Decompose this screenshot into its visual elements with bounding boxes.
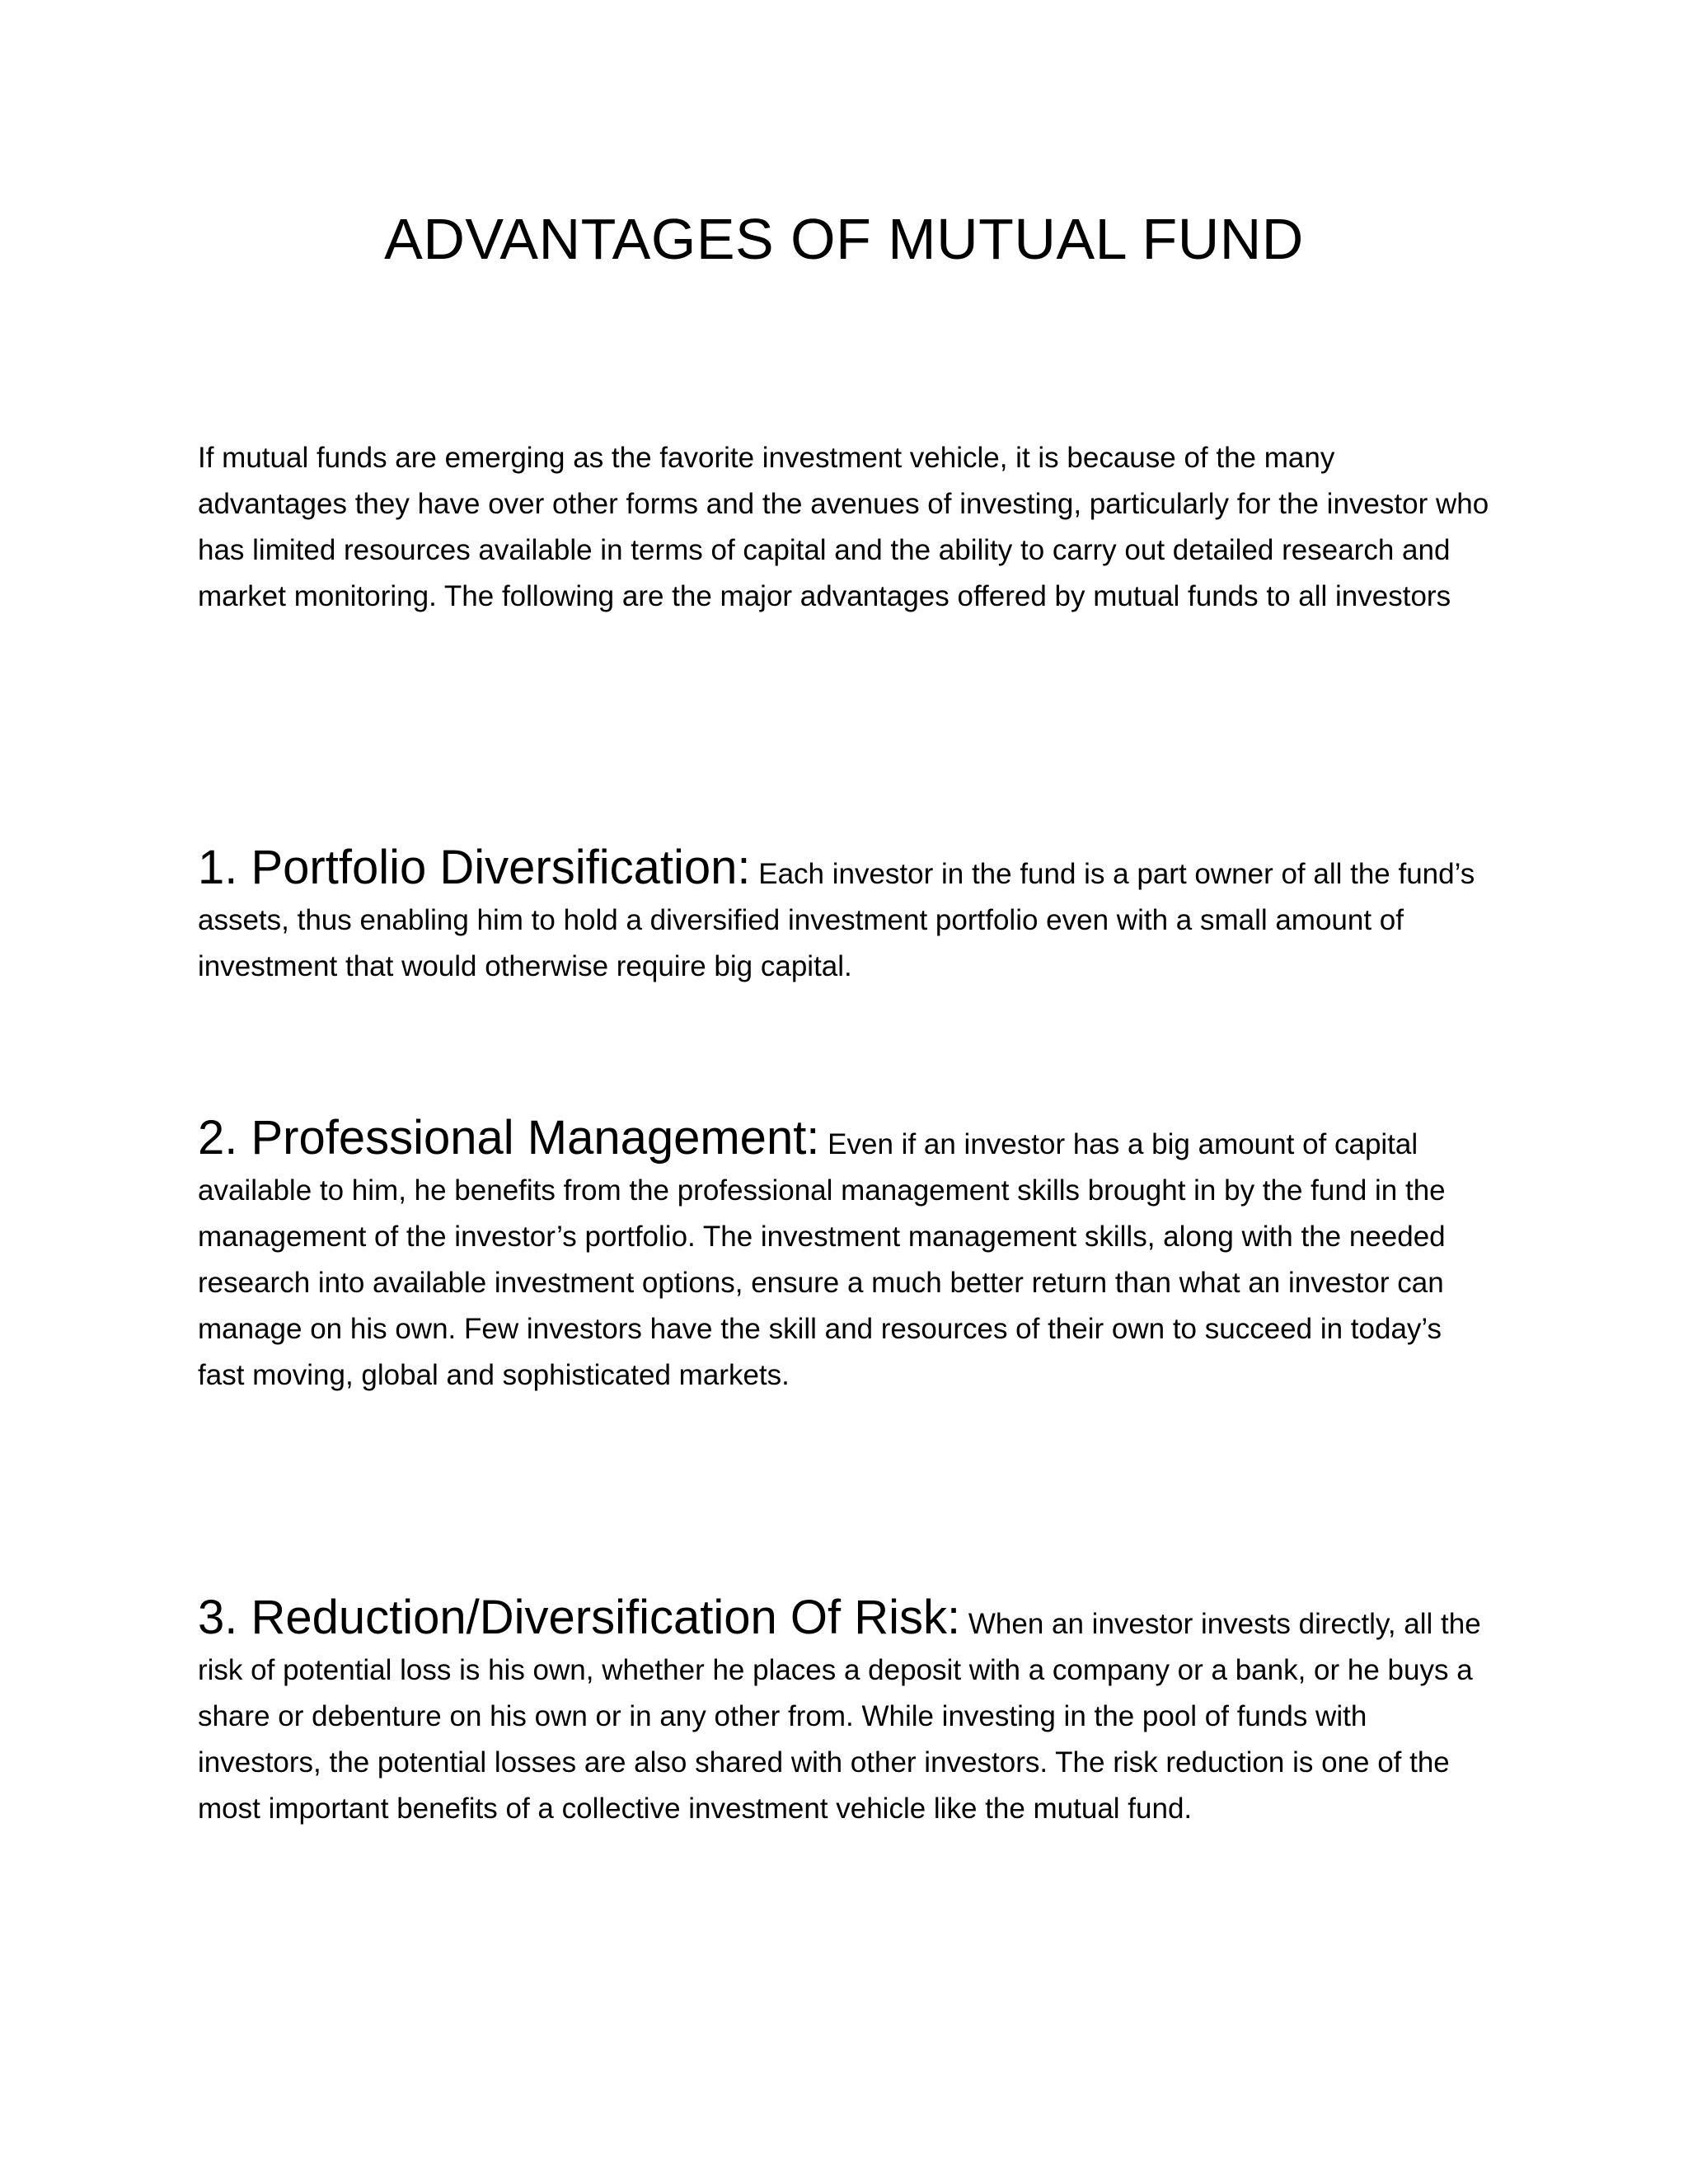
section-professional-management	[198, 1111, 1492, 1399]
intro-paragraph: If mutual funds are emerging as the favorite investment vehicle, it is because of the many advantages they have over other forms and the avenues of investing, particularly for the investor who has limited resources available in terms of capital and the ability to carry out detailed research and market monitoring. The following are the major advantages offered by mutual funds to all investors	[198, 442, 1489, 612]
section-heading: 3. Reduction/Diversification Of Risk:	[198, 1591, 961, 1644]
section-heading: 2. Professional Management:	[198, 1111, 820, 1165]
section-portfolio-diversification	[198, 841, 1492, 990]
section-heading: 1. Portfolio Diversification:	[198, 841, 751, 894]
page-title: ADVANTAGES OF MUTUAL FUND	[384, 207, 1304, 271]
section-body: When an investor invests directly, all the risk of potential loss is his own, whether he places a deposit with a company or a bank, or he buys a share or debenture on his own or in any other from. While investing in the pool of funds with investors, the potential losses are also shared with other investors. The risk reduction is one of the most important benefits of a collective investment vehicle like the mutual fund.	[198, 1608, 1481, 1825]
section-risk-reduction	[198, 1591, 1492, 1832]
section-body: Even if an investor has a big amount of capital available to him, he benefits from the professional management skills brought in by the fund in the management of the investor’s portfolio. The investment management skills, along with the needed research into available investment options, ensure a much better return than what an investor can manage on his own. Few investors have the skill and resources of their own to succeed in today’s fast moving, global and sophisticated markets.	[198, 1128, 1446, 1391]
section-body: Each investor in the fund is a part owner of all the fund’s assets, thus enabling him to hold a diversified investment portfolio even with a small amount of investment that would otherwise require big capital.	[198, 858, 1475, 982]
